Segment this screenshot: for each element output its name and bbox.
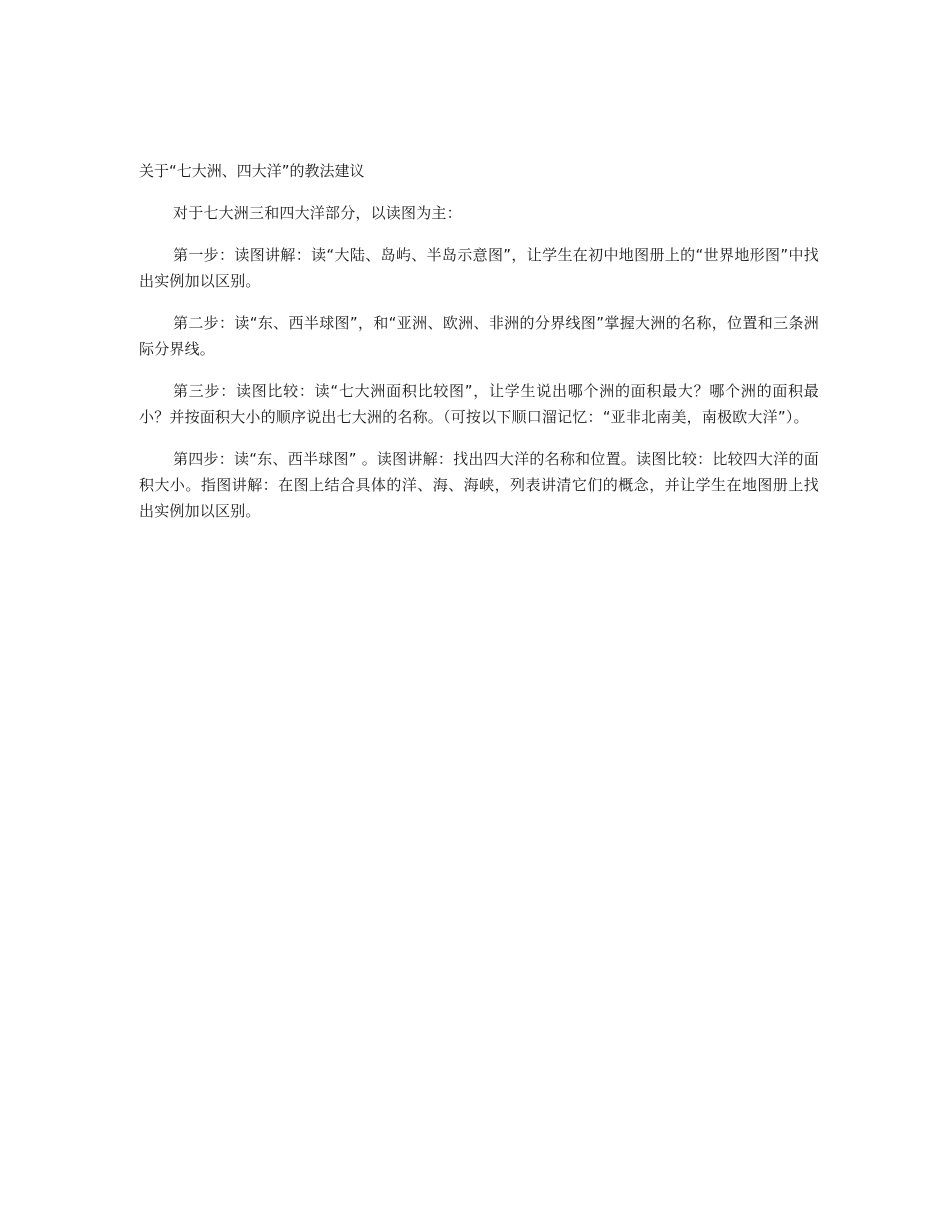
paragraph-step-2: 第二步：读“东、西半球图”，和“亚洲、欧洲、非洲的分界线图”掌握大洲的名称，位置和三条洲际分界线。 [139, 314, 819, 358]
paragraph-step-3: 第三步：读图比较：读“七大洲面积比较图”，让学生说出哪个洲的面积最大？哪个洲的面积最小？并按面积大小的顺序说出七大洲的名称。（可按以下顺口溜记忆：“亚非北南美，南极欧大洋”）。 [139, 382, 819, 426]
document-body [139, 158, 819, 540]
paragraph-intro: 对于七大洲三和四大洋部分，以读图为主： [173, 204, 462, 222]
paragraph-step-1: 第一步：读图讲解：读“大陆、岛屿、半岛示意图”，让学生在初中地图册上的“世界地形图”中找出实例加以区别。 [139, 246, 819, 290]
document-title: 关于“七大洲、四大洋”的教法建议 [139, 162, 365, 180]
paragraph-step-4: 第四步：读“东、西半球图” 。读图讲解：找出四大洋的名称和位置。读图比较：比较四大洋的面积大小。指图讲解：在图上结合具体的洋、海、海峡，列表讲清它们的概念，并让学生在地图册上找出实例加以区别。 [139, 450, 819, 520]
